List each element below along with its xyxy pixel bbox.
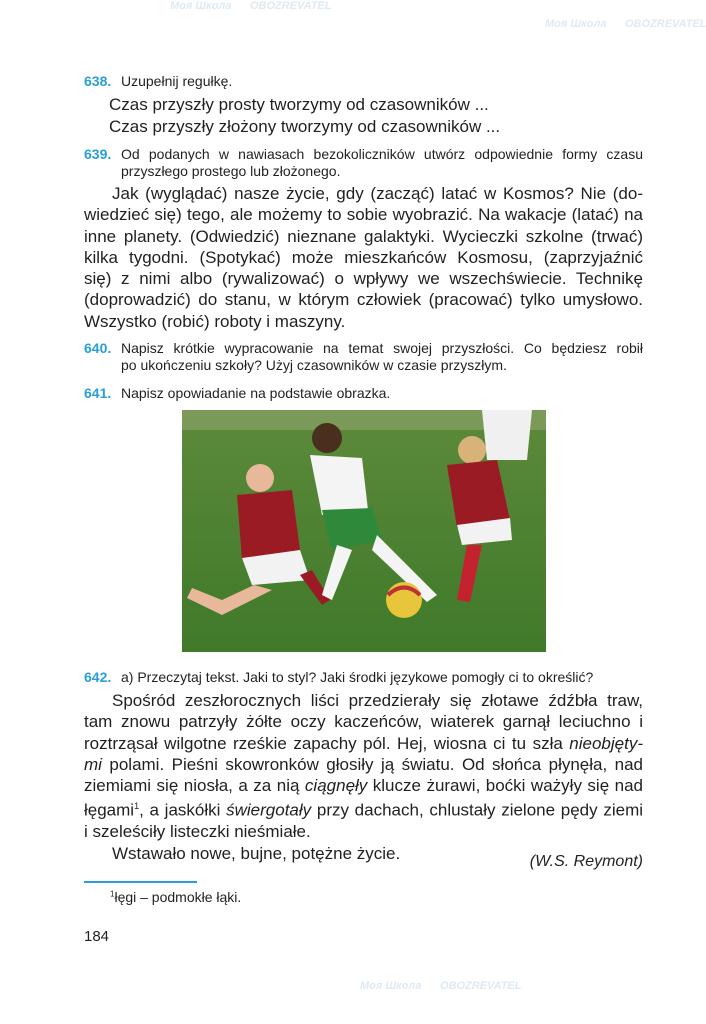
exercise-number: 640.: [84, 340, 112, 356]
instruction-line: Napisz krótkie wypracowanie na temat swojej przyszłości. Co będziesz robił: [121, 340, 643, 356]
exercise-number: 641.: [84, 385, 112, 401]
footnote: [110, 889, 241, 905]
text-line: kilka tygodni. (Spotykać) może mieszkańców Kosmosu, (zaprzyjaźnić: [84, 247, 643, 267]
instruction-line: po ukończeniu szkoły? Użyj czasowników w czasie przyszłym.: [121, 357, 507, 373]
text-line: [84, 796, 643, 821]
text-line: wiedzieć się) tego, ale możemy to sobie wyobrazić. Na wakacje (latać) na: [84, 205, 643, 225]
exercise-instruction: Napisz opowiadanie na podstawie obrazka.: [121, 385, 391, 401]
watermark: OBOZREVATEL: [250, 0, 332, 12]
exercise-638-content: [109, 94, 500, 138]
footnote-marker: 1: [110, 889, 115, 899]
exercise-number: 639.: [84, 146, 112, 162]
text-line: tam znowu patrzyły żółte oczy kaczeńców, wiaterek garnął leciuchno i: [84, 712, 643, 732]
rule-line: Czas przyszły złożony tworzymy od czasowników ...: [109, 117, 501, 136]
watermark: OBOZREVATEL: [625, 18, 706, 30]
exercise-638-header: [84, 73, 233, 90]
text-line: i szeleściły listeczki nieśmiałe.: [84, 822, 311, 842]
watermark: Моя Школа: [360, 980, 422, 992]
italic-word: mi: [84, 754, 102, 774]
exercise-641: [84, 385, 391, 402]
text-line: (doprowadzić) do stanu, w którym człowiek (pracować) tylko umysłowo.: [84, 290, 643, 310]
exercise-instruction: [121, 146, 643, 180]
text-line: Wstawało nowe, bujne, potężne życie.: [112, 843, 401, 863]
text-line: Wszystko (robić) roboty i maszyny.: [84, 311, 346, 331]
watermark: Моя Школа: [545, 18, 607, 30]
exercise-instruction: a) Przeczytaj tekst. Jaki to styl? Jaki środki językowe pomogły ci to określić?: [121, 669, 594, 685]
text-span: łęgami: [84, 801, 135, 821]
text-line: Jak (wyglądać) nasze życie, gdy (zacząć) latać w Kosmos? Nie (do-: [112, 184, 643, 203]
text-line: się) z nimi albo (rywalizować) o wpływy we wszechświecie. Technikę: [84, 269, 643, 289]
text-line: [84, 775, 643, 796]
text-span: polami. Pieśni skowronków głosiły ją światu. Od słońca płynęła, nad: [101, 754, 643, 774]
instruction-line: Od podanych w nawiasach bezokoliczników utwórz odpowiednie formy czasu: [121, 146, 643, 162]
text-line: Spośród zeszłorocznych liści przedzierały się złotawe źdźbła traw,: [112, 691, 643, 710]
text-span: ziemiami się niosła, a za nią: [84, 776, 305, 796]
italic-word: nieobjęty-: [569, 733, 643, 753]
exercise-instruction: Uzupełnij regułkę.: [121, 73, 233, 89]
rule-line: Czas przyszły prosty tworzymy od czasowników ...: [109, 95, 489, 114]
exercise-639-text: [84, 183, 643, 332]
exercise-instruction: [121, 340, 643, 374]
exercise-642-header: [84, 669, 644, 686]
page-number: 184: [84, 928, 110, 945]
exercise-642-text: [84, 690, 643, 864]
text-span: przy dachach, chlustały zielone pędy ziemi: [311, 801, 644, 821]
author-attribution: (W.S. Reymont): [529, 853, 643, 870]
exercise-number: 638.: [84, 73, 112, 89]
footnote-text: łęgi – podmokłe łąki.: [114, 889, 242, 905]
soccer-photo: [182, 410, 546, 652]
text-line: [84, 733, 643, 754]
italic-word: ciągnęły: [304, 776, 368, 796]
text-span: , a jaskółki: [139, 801, 227, 821]
text-line: [84, 754, 643, 775]
watermark: Моя Школа: [170, 0, 232, 12]
exercise-number: 642.: [84, 669, 112, 685]
text-span: klucze żurawi, boćki ważyły się nad: [367, 776, 643, 796]
text-line: inne planety. (Odwiedzić) nieznane galaktyki. Wycieczki szkolne (trwać): [84, 226, 643, 246]
watermark: OBOZREVATEL: [440, 980, 522, 992]
footnote-marker: 1: [134, 801, 140, 812]
exercise-639-header: [84, 146, 644, 179]
exercise-640: [84, 340, 644, 373]
instruction-line: przyszłego prostego lub złożonego.: [121, 163, 341, 179]
italic-word: świergotały: [226, 801, 312, 821]
footnote-divider: [84, 881, 197, 883]
text-span: roztrząsał wilgotne rześkie zapachy pól. Hej, wiosna ci tu szła: [84, 733, 570, 753]
